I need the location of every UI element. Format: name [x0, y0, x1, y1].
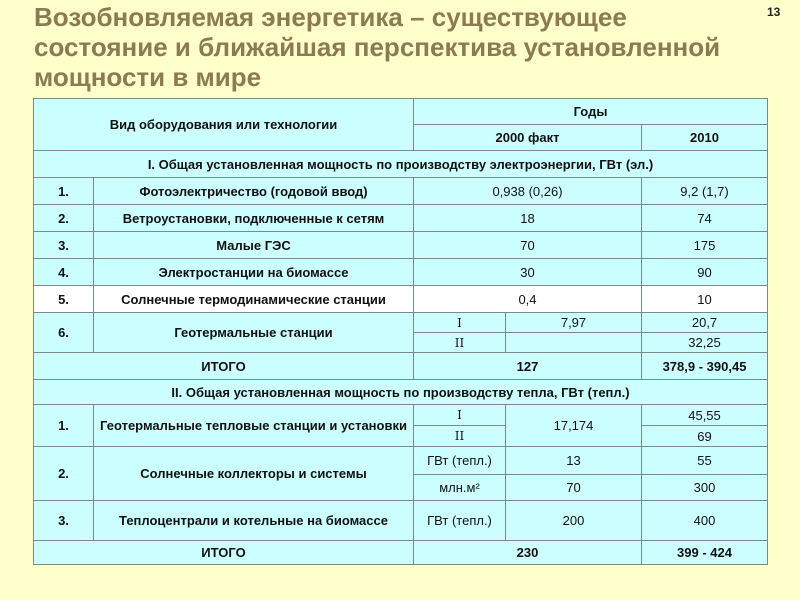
header-year-2000: 2000 факт — [414, 125, 642, 151]
sub-label-i: I — [414, 405, 506, 426]
row-number: 1. — [34, 178, 94, 205]
value-2010-i: 55 — [642, 447, 768, 475]
row-number: 4. — [34, 259, 94, 286]
value-2010: 175 — [642, 232, 768, 259]
table-row — [34, 205, 768, 232]
value-2010-ii: 69 — [642, 426, 768, 447]
table-row — [34, 447, 768, 475]
slide-title: Возобновляемая энергетика – существующее состояние и ближайшая перспектива установленной мощности в мире — [34, 2, 721, 92]
value-2000: 17,174 — [506, 405, 642, 447]
row-number: 3. — [34, 501, 94, 541]
row-name: Солнечные термодинамические станции — [94, 286, 414, 313]
value-2000: 0,938 (0,26) — [414, 178, 642, 205]
row-number: 1. — [34, 405, 94, 447]
section-2-title-row — [34, 380, 768, 405]
value-2010-i: 20,7 — [642, 313, 768, 333]
total-row — [34, 353, 768, 380]
value-2000-ii: 70 — [506, 475, 642, 501]
row-name: Геотермальные тепловые станции и установки — [94, 405, 414, 447]
value-2000: 70 — [414, 232, 642, 259]
table-row — [34, 313, 768, 333]
table-row — [34, 286, 768, 313]
row-name: Теплоцентрали и котельные на биомассе — [94, 501, 414, 541]
value-2010: 90 — [642, 259, 768, 286]
table-row — [34, 259, 768, 286]
header-years: Годы — [414, 99, 768, 125]
section-2-title: II. Общая установленная мощность по производству тепла, ГВт (тепл.) — [34, 380, 768, 405]
row-name: Электростанции на биомассе — [94, 259, 414, 286]
value-2000: 18 — [414, 205, 642, 232]
table-row — [34, 232, 768, 259]
total-2010: 378,9 - 390,45 — [642, 353, 768, 380]
section-1-title: I. Общая установленная мощность по производству электроэнергии, ГВт (эл.) — [34, 151, 768, 178]
value-2000-ii — [506, 333, 642, 353]
total-label: ИТОГО — [34, 541, 414, 565]
sub-label-ii: II — [414, 333, 506, 353]
value-2000: 200 — [506, 501, 642, 541]
row-name: Ветроустановки, подключенные к сетям — [94, 205, 414, 232]
value-2010: 400 — [642, 501, 768, 541]
total-row — [34, 541, 768, 565]
row-name: Геотермальные станции — [94, 313, 414, 353]
table-row — [34, 405, 768, 426]
section-1-title-row — [34, 151, 768, 178]
unit-label: ГВт (тепл.) — [414, 501, 506, 541]
sub-label-ii: II — [414, 426, 506, 447]
table-row — [34, 501, 768, 541]
value-2010: 9,2 (1,7) — [642, 178, 768, 205]
row-number: 3. — [34, 232, 94, 259]
value-2010-i: 45,55 — [642, 405, 768, 426]
header-equipment: Вид оборудования или технологии — [34, 99, 414, 151]
value-2010: 74 — [642, 205, 768, 232]
row-number: 2. — [34, 205, 94, 232]
total-2010: 399 - 424 — [642, 541, 768, 565]
header-year-2010: 2010 — [642, 125, 768, 151]
table-header-row — [34, 99, 768, 125]
total-label: ИТОГО — [34, 353, 414, 380]
row-number: 2. — [34, 447, 94, 501]
unit-label: ГВт (тепл.) — [414, 447, 506, 475]
value-2000: 0,4 — [414, 286, 642, 313]
row-number: 6. — [34, 313, 94, 353]
value-2000: 30 — [414, 259, 642, 286]
page-number: 13 — [767, 5, 781, 19]
row-name: Солнечные коллекторы и системы — [94, 447, 414, 501]
value-2010: 10 — [642, 286, 768, 313]
row-number: 5. — [34, 286, 94, 313]
total-2000: 127 — [414, 353, 642, 380]
value-2000-i: 7,97 — [506, 313, 642, 333]
value-2000-i: 13 — [506, 447, 642, 475]
sub-label-i: I — [414, 313, 506, 333]
unit-label: млн.м² — [414, 475, 506, 501]
table-row — [34, 178, 768, 205]
value-2010-ii: 32,25 — [642, 333, 768, 353]
value-2010-ii: 300 — [642, 475, 768, 501]
capacity-table — [33, 98, 768, 565]
total-2000: 230 — [414, 541, 642, 565]
row-name: Фотоэлектричество (годовой ввод) — [94, 178, 414, 205]
row-name: Малые ГЭС — [94, 232, 414, 259]
